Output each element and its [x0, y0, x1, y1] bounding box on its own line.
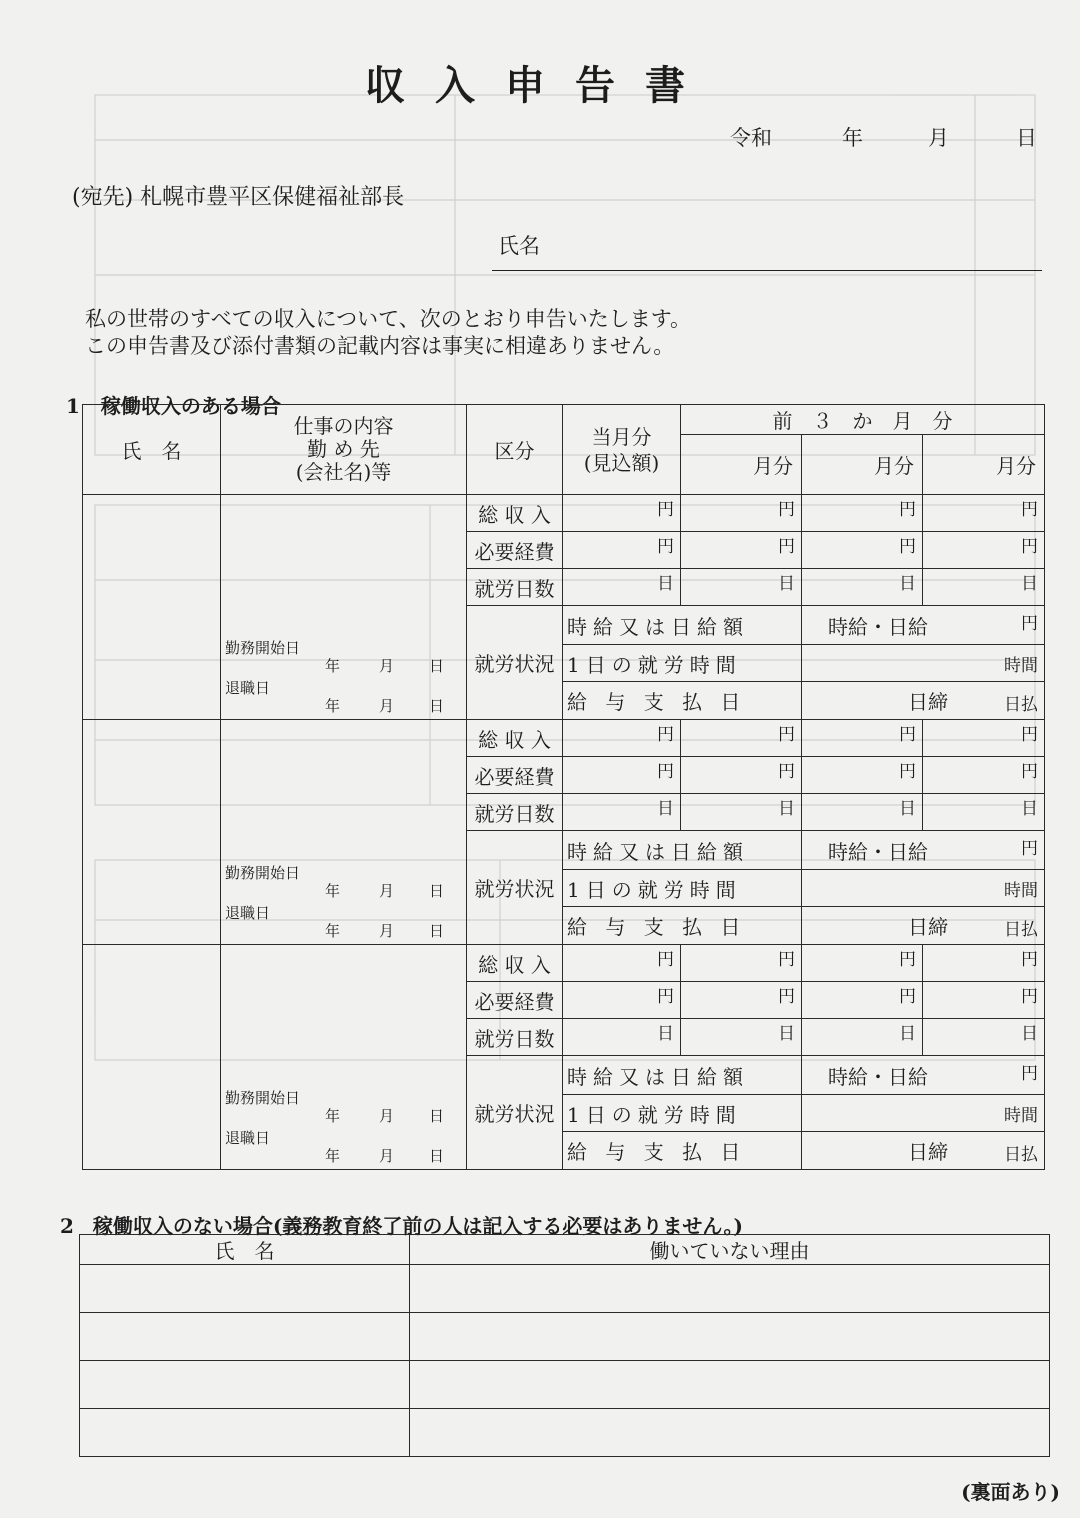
block1-expense-label: 必要経費 — [467, 532, 563, 569]
block1-payday-label: 給 与 支 払 日 — [563, 682, 802, 720]
block3-expense-current[interactable]: 円 — [563, 982, 681, 1019]
block1-payday-field[interactable] — [802, 682, 1045, 720]
date-month: 月 — [928, 126, 949, 150]
block2-retire-year: 年 — [325, 922, 341, 940]
block3-income-m2[interactable]: 円 — [802, 945, 923, 982]
block2-hours-field[interactable] — [802, 870, 1045, 907]
block3-payday-field[interactable] — [802, 1132, 1045, 1170]
block3-wage-field[interactable] — [802, 1056, 1045, 1095]
block1-retire-day: 日 — [429, 697, 445, 715]
block1-days-m1[interactable]: 日 — [681, 569, 802, 606]
section1-title: 稼働収入のある場合 — [100, 394, 281, 418]
block2-wage-label: 時給又は日給額 — [563, 831, 802, 870]
header-month-3: 月分 — [923, 435, 1045, 495]
block3-wage-unit: 円 — [1021, 1064, 1039, 1084]
block1-days-m2[interactable]: 日 — [802, 569, 923, 606]
block3-name-field[interactable] — [83, 945, 221, 1170]
block1-income-m1[interactable]: 円 — [681, 495, 802, 532]
block3-days-label: 就労日数 — [467, 1019, 563, 1056]
block1-start-label: 勤務開始日 — [225, 639, 301, 657]
section2-table — [79, 1234, 1050, 1457]
block1-wage-type: 時給・日給 — [828, 614, 928, 639]
header-job-line2: 勤 め 先 — [307, 437, 380, 461]
block1-expense-current[interactable]: 円 — [563, 532, 681, 569]
block3-expense-m2[interactable]: 円 — [802, 982, 923, 1019]
block2-income-m3[interactable]: 円 — [923, 720, 1045, 757]
block2-days-label: 就労日数 — [467, 794, 563, 831]
section2-row1-name[interactable] — [80, 1265, 410, 1313]
block3-retire-day: 日 — [429, 1147, 445, 1165]
block3-income-label: 総 収 入 — [467, 945, 563, 982]
block1-income-current[interactable]: 円 — [563, 495, 681, 532]
block2-expense-m3[interactable]: 円 — [923, 757, 1045, 794]
block3-start-year: 年 — [325, 1107, 341, 1125]
block1-start-month: 月 — [379, 657, 395, 675]
block2-days-m2[interactable]: 日 — [802, 794, 923, 831]
block2-income-label: 総 収 入 — [467, 720, 563, 757]
block1-payday-cutoff: 日締 — [908, 690, 948, 714]
block2-payday-cutoff: 日締 — [908, 915, 948, 939]
block2-status-label: 就労状況 — [467, 831, 563, 945]
header-job — [221, 405, 467, 495]
header-current — [563, 405, 681, 495]
block3-retire-label: 退職日 — [225, 1129, 271, 1147]
block2-hours-unit: 時間 — [1004, 881, 1039, 901]
block3-status-label: 就労状況 — [467, 1056, 563, 1170]
block2-wage-field[interactable] — [802, 831, 1045, 870]
header-prev-3-months: 前 ３ か 月 分 — [681, 405, 1045, 435]
block3-days-current[interactable]: 日 — [563, 1019, 681, 1056]
block2-start-month: 月 — [379, 882, 395, 900]
reverse-side-note: (裏面あり) — [961, 1480, 1060, 1504]
block2-payday-unit: 日払 — [1004, 920, 1039, 940]
block3-retire-year: 年 — [325, 1147, 341, 1165]
block1-name-field[interactable] — [83, 495, 221, 720]
header-month-1: 月分 — [681, 435, 802, 495]
section2-row3-name[interactable] — [80, 1361, 410, 1409]
block2-expense-m2[interactable]: 円 — [802, 757, 923, 794]
section2-row4-name[interactable] — [80, 1409, 410, 1457]
block2-hours-label: 1日の就労時間 — [563, 870, 802, 907]
block2-income-m1[interactable]: 円 — [681, 720, 802, 757]
section2-number: 2 — [60, 1214, 74, 1238]
block3-payday-cutoff: 日締 — [908, 1140, 948, 1164]
block2-expense-label: 必要経費 — [467, 757, 563, 794]
block3-start-month: 月 — [379, 1107, 395, 1125]
block2-days-m3[interactable]: 日 — [923, 794, 1045, 831]
section2-row4-reason[interactable] — [410, 1409, 1050, 1457]
section2-row3-reason[interactable] — [410, 1361, 1050, 1409]
block3-job-field[interactable] — [221, 945, 467, 1170]
block2-job-field[interactable] — [221, 720, 467, 945]
block1-payday-unit: 日払 — [1004, 695, 1039, 715]
block2-wage-type: 時給・日給 — [828, 839, 928, 864]
block3-payday-label: 給 与 支 払 日 — [563, 1132, 802, 1170]
block1-income-m3[interactable]: 円 — [923, 495, 1045, 532]
block2-expense-m1[interactable]: 円 — [681, 757, 802, 794]
block1-start-year: 年 — [325, 657, 341, 675]
block1-job-field[interactable] — [221, 495, 467, 720]
block3-hours-unit: 時間 — [1004, 1106, 1039, 1126]
block1-expense-m1[interactable]: 円 — [681, 532, 802, 569]
section2-row2-name[interactable] — [80, 1313, 410, 1361]
block3-expense-m3[interactable]: 円 — [923, 982, 1045, 1019]
block2-name-field[interactable] — [83, 720, 221, 945]
block2-days-current[interactable]: 日 — [563, 794, 681, 831]
applicant-name-field[interactable] — [492, 270, 1042, 271]
date-year: 年 — [842, 126, 863, 150]
block3-income-current[interactable]: 円 — [563, 945, 681, 982]
block3-start-label: 勤務開始日 — [225, 1089, 301, 1107]
block2-payday-label: 給 与 支 払 日 — [563, 907, 802, 945]
block1-days-label: 就労日数 — [467, 569, 563, 606]
block3-days-m2[interactable]: 日 — [802, 1019, 923, 1056]
section1-table — [82, 404, 1045, 1170]
block1-days-current[interactable]: 日 — [563, 569, 681, 606]
block3-hours-field[interactable] — [802, 1095, 1045, 1132]
header-name: 氏 名 — [83, 405, 221, 495]
block1-wage-unit: 円 — [1021, 614, 1039, 634]
block1-hours-label: 1日の就労時間 — [563, 645, 802, 682]
block1-income-label: 総 収 入 — [467, 495, 563, 532]
block2-retire-label: 退職日 — [225, 904, 271, 922]
block2-retire-month: 月 — [379, 922, 395, 940]
document-title: 収入申告書 — [365, 62, 715, 109]
block2-start-label: 勤務開始日 — [225, 864, 301, 882]
date-era: 令和 — [730, 126, 772, 150]
block3-start-day: 日 — [429, 1107, 445, 1125]
block1-start-day: 日 — [429, 657, 445, 675]
block3-expense-label: 必要経費 — [467, 982, 563, 1019]
block3-wage-label: 時給又は日給額 — [563, 1056, 802, 1095]
section2-row2-reason[interactable] — [410, 1313, 1050, 1361]
block1-retire-label: 退職日 — [225, 679, 271, 697]
block1-wage-label: 時給又は日給額 — [563, 606, 802, 645]
block3-expense-m1[interactable]: 円 — [681, 982, 802, 1019]
block1-retire-month: 月 — [379, 697, 395, 715]
date-row — [730, 122, 1040, 152]
header-current-line1: 当月分 — [591, 424, 652, 449]
block3-income-m3[interactable]: 円 — [923, 945, 1045, 982]
block2-payday-field[interactable] — [802, 907, 1045, 945]
section2-header-name: 氏 名 — [80, 1235, 410, 1265]
block3-days-m1[interactable]: 日 — [681, 1019, 802, 1056]
declaration — [85, 306, 691, 360]
block3-income-m1[interactable]: 円 — [681, 945, 802, 982]
date-day: 日 — [1016, 126, 1037, 150]
block3-wage-type: 時給・日給 — [828, 1064, 928, 1089]
block2-retire-day: 日 — [429, 922, 445, 940]
block3-payday-unit: 日払 — [1004, 1145, 1039, 1165]
block1-status-label: 就労状況 — [467, 606, 563, 720]
block1-wage-field[interactable] — [802, 606, 1045, 645]
block1-income-m2[interactable]: 円 — [802, 495, 923, 532]
block1-expense-m2[interactable]: 円 — [802, 532, 923, 569]
block1-hours-unit: 時間 — [1004, 656, 1039, 676]
block2-income-current[interactable]: 円 — [563, 720, 681, 757]
block2-days-m1[interactable]: 日 — [681, 794, 802, 831]
block1-expense-m3[interactable]: 円 — [923, 532, 1045, 569]
block3-retire-month: 月 — [379, 1147, 395, 1165]
header-job-line3: (会社名)等 — [295, 460, 392, 484]
addressee: (宛先) 札幌市豊平区保健福祉部長 — [72, 185, 405, 210]
header-month-2: 月分 — [802, 435, 923, 495]
block2-wage-unit: 円 — [1021, 839, 1039, 859]
block1-days-m3[interactable]: 日 — [923, 569, 1045, 606]
block1-retire-year: 年 — [325, 697, 341, 715]
section2-row1-reason[interactable] — [410, 1265, 1050, 1313]
section2-header-reason: 働いていない理由 — [410, 1235, 1050, 1265]
block2-expense-current[interactable]: 円 — [563, 757, 681, 794]
section2-title: 稼働収入のない場合(義務教育終了前の人は記入する必要はありません。) — [92, 1214, 744, 1238]
block3-days-m3[interactable]: 日 — [923, 1019, 1045, 1056]
block1-hours-field[interactable] — [802, 645, 1045, 682]
declaration-line-1: 私の世帯のすべての収入について、次のとおり申告いたします。 — [85, 307, 692, 331]
block2-start-year: 年 — [325, 882, 341, 900]
header-category: 区分 — [467, 405, 563, 495]
applicant-name-label: 氏名 — [498, 234, 540, 258]
block3-hours-label: 1日の就労時間 — [563, 1095, 802, 1132]
header-job-line1: 仕事の内容 — [293, 414, 394, 438]
section1-number: 1 — [66, 394, 80, 418]
header-current-line2: (見込額) — [583, 450, 660, 475]
block2-income-m2[interactable]: 円 — [802, 720, 923, 757]
block2-start-day: 日 — [429, 882, 445, 900]
declaration-line-2: この申告書及び添付書類の記載内容は事実に相違ありません。 — [85, 334, 675, 358]
